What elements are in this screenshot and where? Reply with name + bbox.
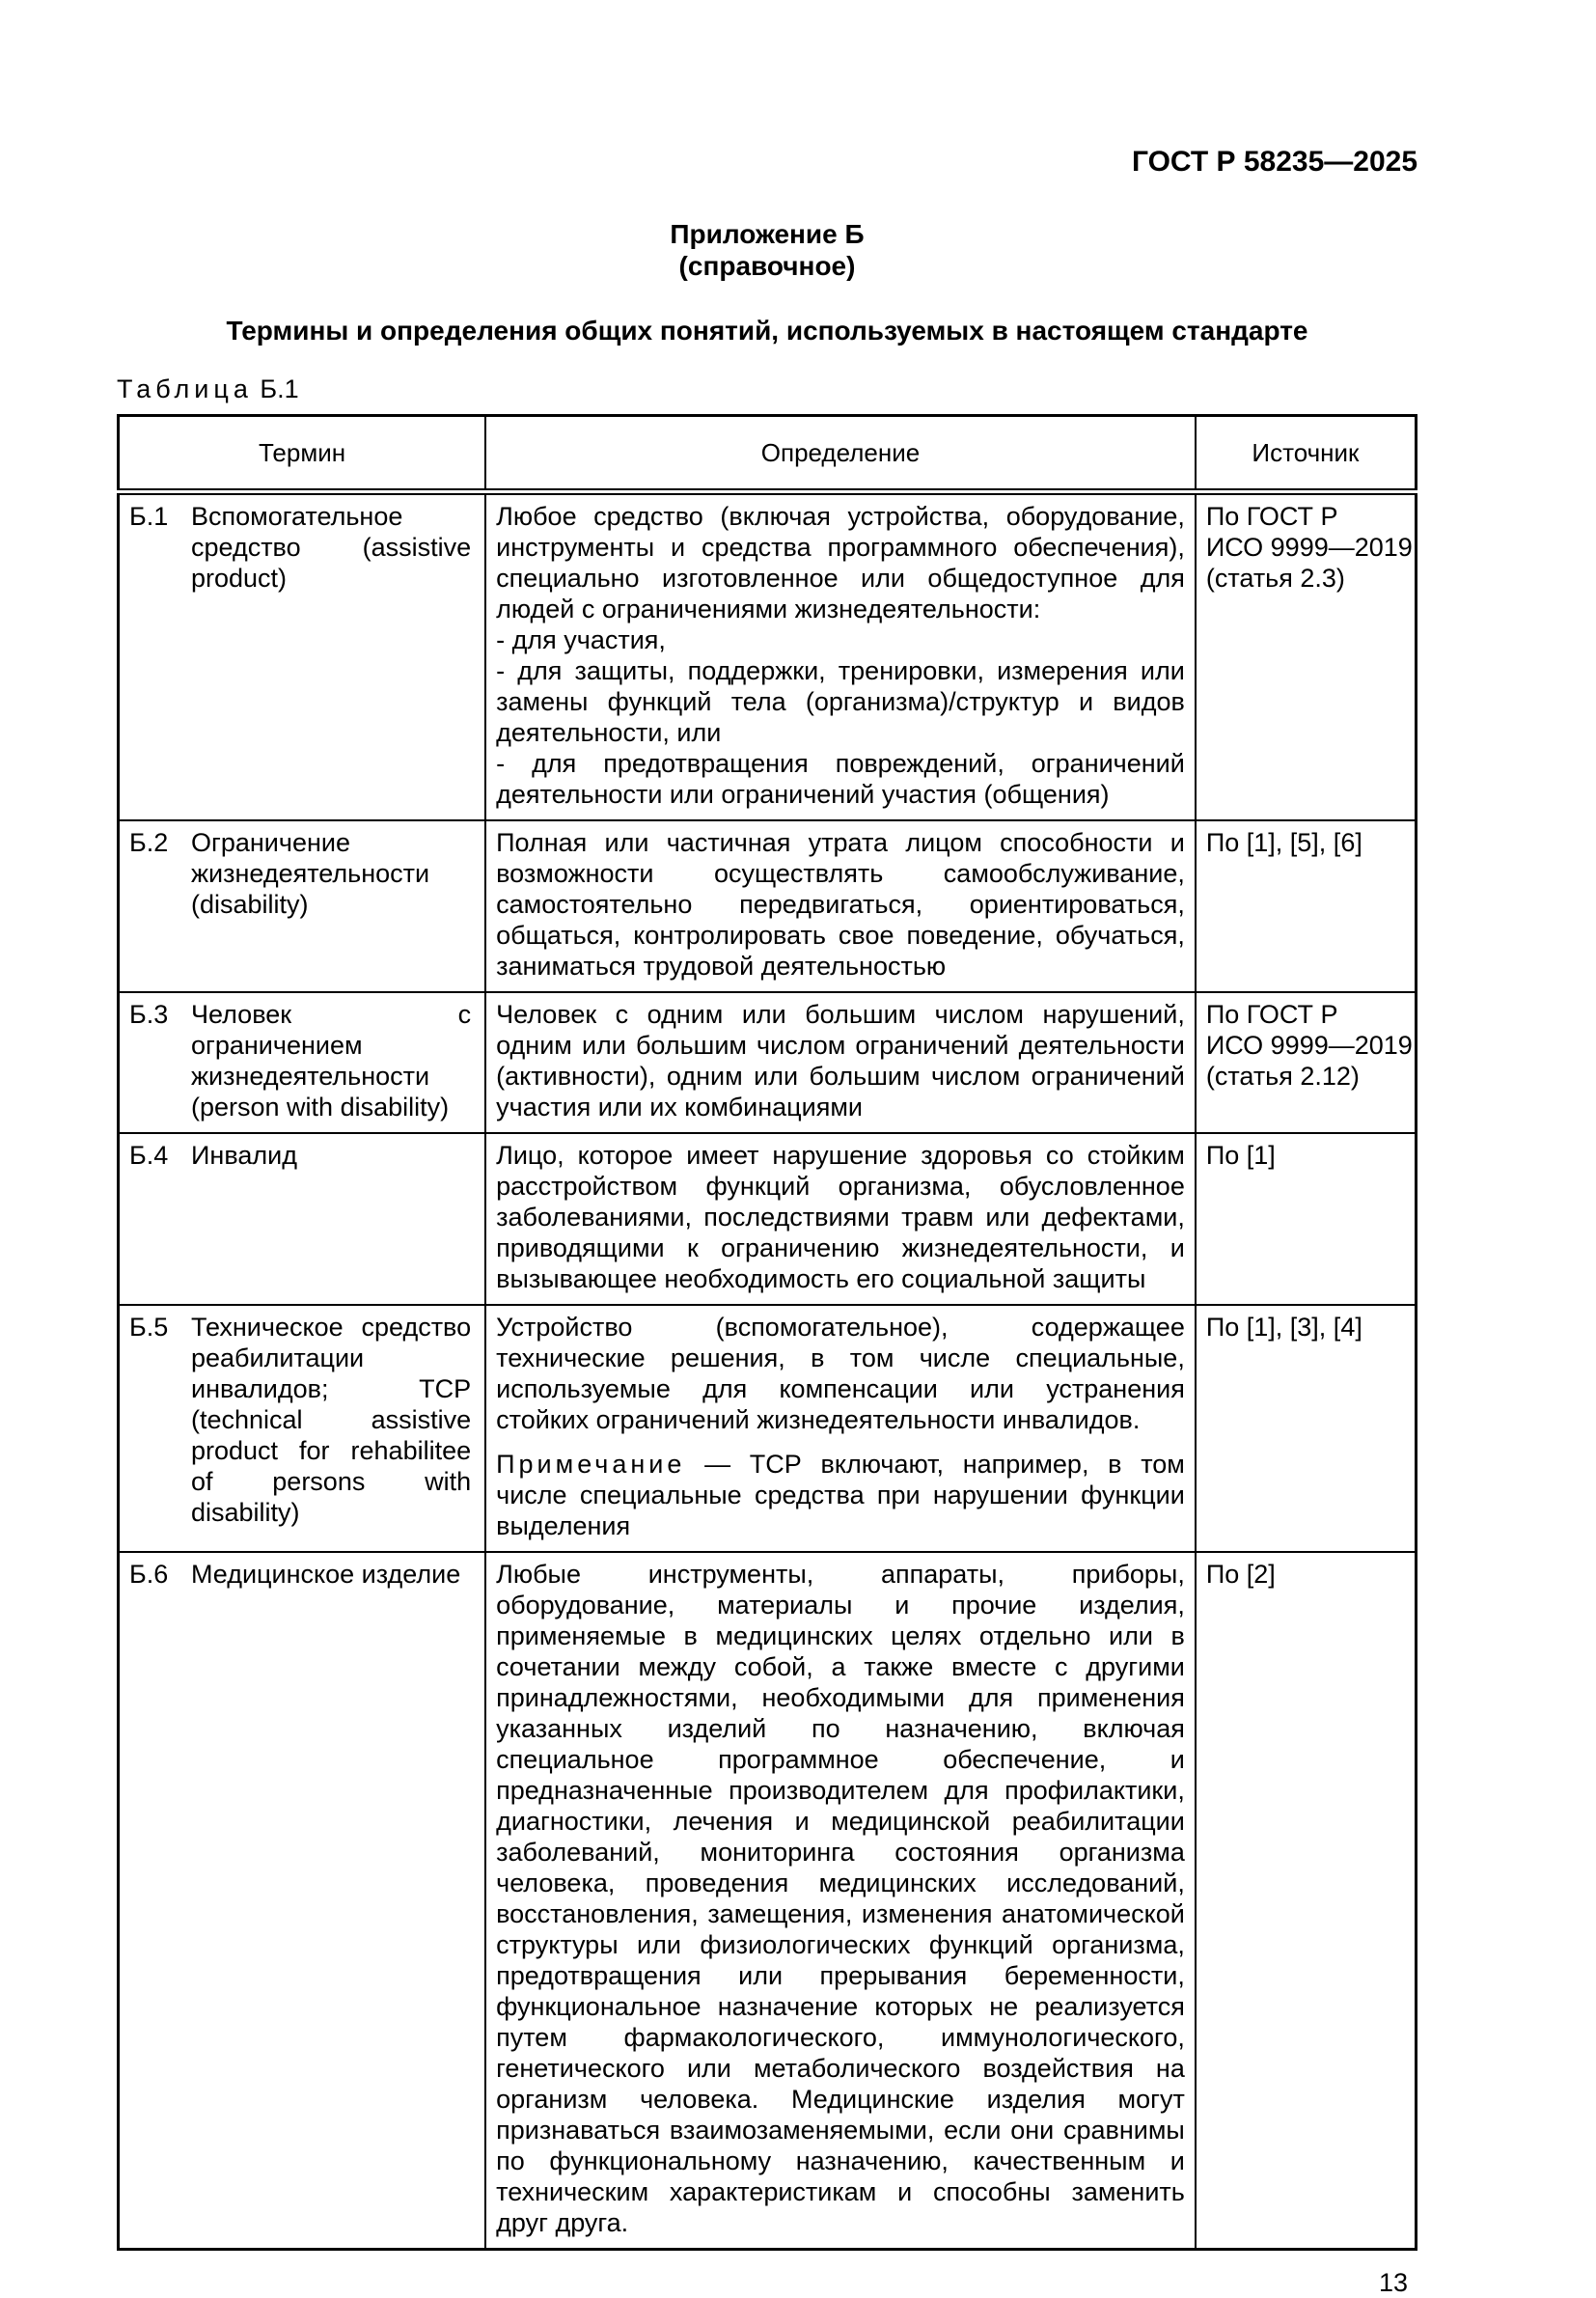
source-line: По [1], [3], [4] [1205, 1313, 1362, 1342]
page-number: 13 [1378, 2268, 1408, 2297]
table-caption-number: Б.1 [260, 374, 299, 403]
table-caption [117, 374, 1417, 404]
definition-paragraph: - для предотвращения повреждений, ограничений деятельности или ограничений участия (общения) [496, 749, 1185, 809]
table-row [119, 1133, 1417, 1305]
term-number: Б.1 [129, 502, 169, 531]
definition-paragraph: Человек с одним или большим числом нарушений, одним или большим числом ограничений деятельности (активности), одним или большим числом ограничений участия или их комбинациями [496, 1000, 1185, 1121]
definition-cell [485, 492, 1196, 821]
table-row [119, 1552, 1417, 2250]
note-label: Примечание [496, 1450, 686, 1479]
appendix-title: Приложение Б [670, 219, 865, 249]
term-number: Б.5 [129, 1313, 169, 1342]
source-cell [1196, 492, 1417, 821]
definition-cell [485, 1305, 1196, 1552]
source-line: ИСО 9999—2019 [1205, 1031, 1413, 1060]
term-cell [119, 1133, 486, 1305]
table-body [119, 492, 1417, 2250]
source-line: По ГОСТ Р [1205, 1000, 1338, 1029]
definition-cell [485, 1133, 1196, 1305]
term-cell [119, 492, 486, 821]
appendix-heading [117, 218, 1417, 282]
definition-note: Примечание — ТСР включают, например, в том числе специальные средства при нарушении функции выделения [496, 1450, 1185, 1540]
source-line: (статья 2.3) [1205, 564, 1345, 593]
column-header-term: Термин [119, 416, 486, 492]
source-line: По [1] [1205, 1141, 1276, 1170]
definition-paragraph: Любое средство (включая устройства, оборудование, инструменты и средства программного обеспечения), специально изготовленное или общедоступное для людей с ограничениями жизнедеятельности: [496, 502, 1185, 623]
terms-table [117, 414, 1417, 2251]
term-wrap [129, 1140, 475, 1171]
column-header-definition: Определение [485, 416, 1196, 492]
source-line: По [1], [5], [6] [1205, 828, 1362, 857]
standard-number: ГОСТ Р 58235—2025 [1131, 146, 1417, 178]
section-title: Термины и определения общих понятий, используемых в настоящем стандарте [226, 316, 1308, 346]
term-cell [119, 1305, 486, 1552]
term-cell [119, 820, 486, 992]
term-number: Б.4 [129, 1141, 169, 1170]
source-line: По ГОСТ Р [1205, 502, 1338, 531]
source-cell [1196, 820, 1417, 992]
term-cell [119, 992, 486, 1133]
table-header-row [119, 416, 1417, 492]
source-cell [1196, 1552, 1417, 2250]
source-cell [1196, 1133, 1417, 1305]
term-text: Вспомогательное средство (assistive product) [191, 502, 472, 593]
page-content [117, 0, 1417, 2298]
table-row [119, 1305, 1417, 1552]
source-line: По [2] [1205, 1560, 1276, 1589]
table-caption-label: Таблица [117, 374, 253, 403]
table-row [119, 820, 1417, 992]
source-cell [1196, 992, 1417, 1133]
term-wrap [129, 501, 475, 594]
definition-cell [485, 992, 1196, 1133]
column-header-source: Источник [1196, 416, 1417, 492]
term-wrap [129, 1559, 475, 1590]
table-row [119, 492, 1417, 821]
term-number: Б.6 [129, 1560, 169, 1589]
term-number: Б.2 [129, 828, 169, 857]
term-text: Инвалид [191, 1141, 297, 1170]
source-line: ИСО 9999—2019 [1205, 533, 1413, 562]
appendix-subtitle: (справочное) [678, 251, 856, 281]
term-wrap [129, 1312, 475, 1528]
table-row [119, 992, 1417, 1133]
definition-cell [485, 820, 1196, 992]
definition-paragraph: Устройство (вспомогательное), содержащее технические решения, в том числе специальные, используемые для компенсации или устранения стойких ограничений жизнедеятельности инвалидов. [496, 1313, 1185, 1434]
term-text: Техническое средство реабилитации инвалидов; ТСР (technical assistive product for rehabilitee of persons with disability) [191, 1313, 472, 1527]
definition-paragraph: Любые инструменты, аппараты, приборы, оборудование, материалы и прочие изделия, применяемые в медицинских целях отдельно или в сочетании между собой, а также вместе с другими принадлежностями, необходимыми для применения указанных изделий по назначению, включая специальное программное обеспечение, и предназначенные производителем для профилактики, диагностики, лечения и медицинской реабилитации заболеваний, мониторинга состояния организма человека, проведения медицинских исследований, восстановления, замещения, изменения анатомической структуры или физиологических функций организма, предотвращения или прерывания беременности, функциональное назначение которых не реализуется путем фармакологического, иммунологического, генетического или метаболического воздействия на организм человека. Медицинские изделия могут признаваться взаимозаменяемыми, если они сравнимы по функциональному назначению, качественным и техническим характеристикам и способны заменить друг друга. [496, 1560, 1185, 2237]
source-cell [1196, 1305, 1417, 1552]
definition-cell [485, 1552, 1196, 2250]
term-text: Медицинское изделие [191, 1560, 461, 1589]
definition-paragraph: Лицо, которое имеет нарушение здоровья со стойким расстройством функций организма, обусловленное заболеваниями, последствиями травм или дефектами, приводящими к ограничению жизнедеятельности, и вызывающее необходимость его социальной защиты [496, 1141, 1185, 1293]
source-line: (статья 2.12) [1205, 1062, 1360, 1091]
term-text: Человек с ограничением жизнедеятельности (person with disability) [191, 1000, 472, 1121]
term-wrap [129, 999, 475, 1122]
term-number: Б.3 [129, 1000, 169, 1029]
definition-paragraph: - для защиты, поддержки, тренировки, измерения или замены функций тела (организма)/структур и видов деятельности, или [496, 656, 1185, 747]
definition-paragraph: - для участия, [496, 625, 666, 654]
term-cell [119, 1552, 486, 2250]
definition-paragraph: Полная или частичная утрата лицом способности и возможности осуществлять самообслуживание, самостоятельно передвигаться, ориентироваться, общаться, контролировать свое поведение, обучаться, заниматься трудовой деятельностью [496, 828, 1185, 981]
term-wrap [129, 827, 475, 920]
term-text: Ограничение жизнедеятельности (disability) [191, 828, 430, 919]
